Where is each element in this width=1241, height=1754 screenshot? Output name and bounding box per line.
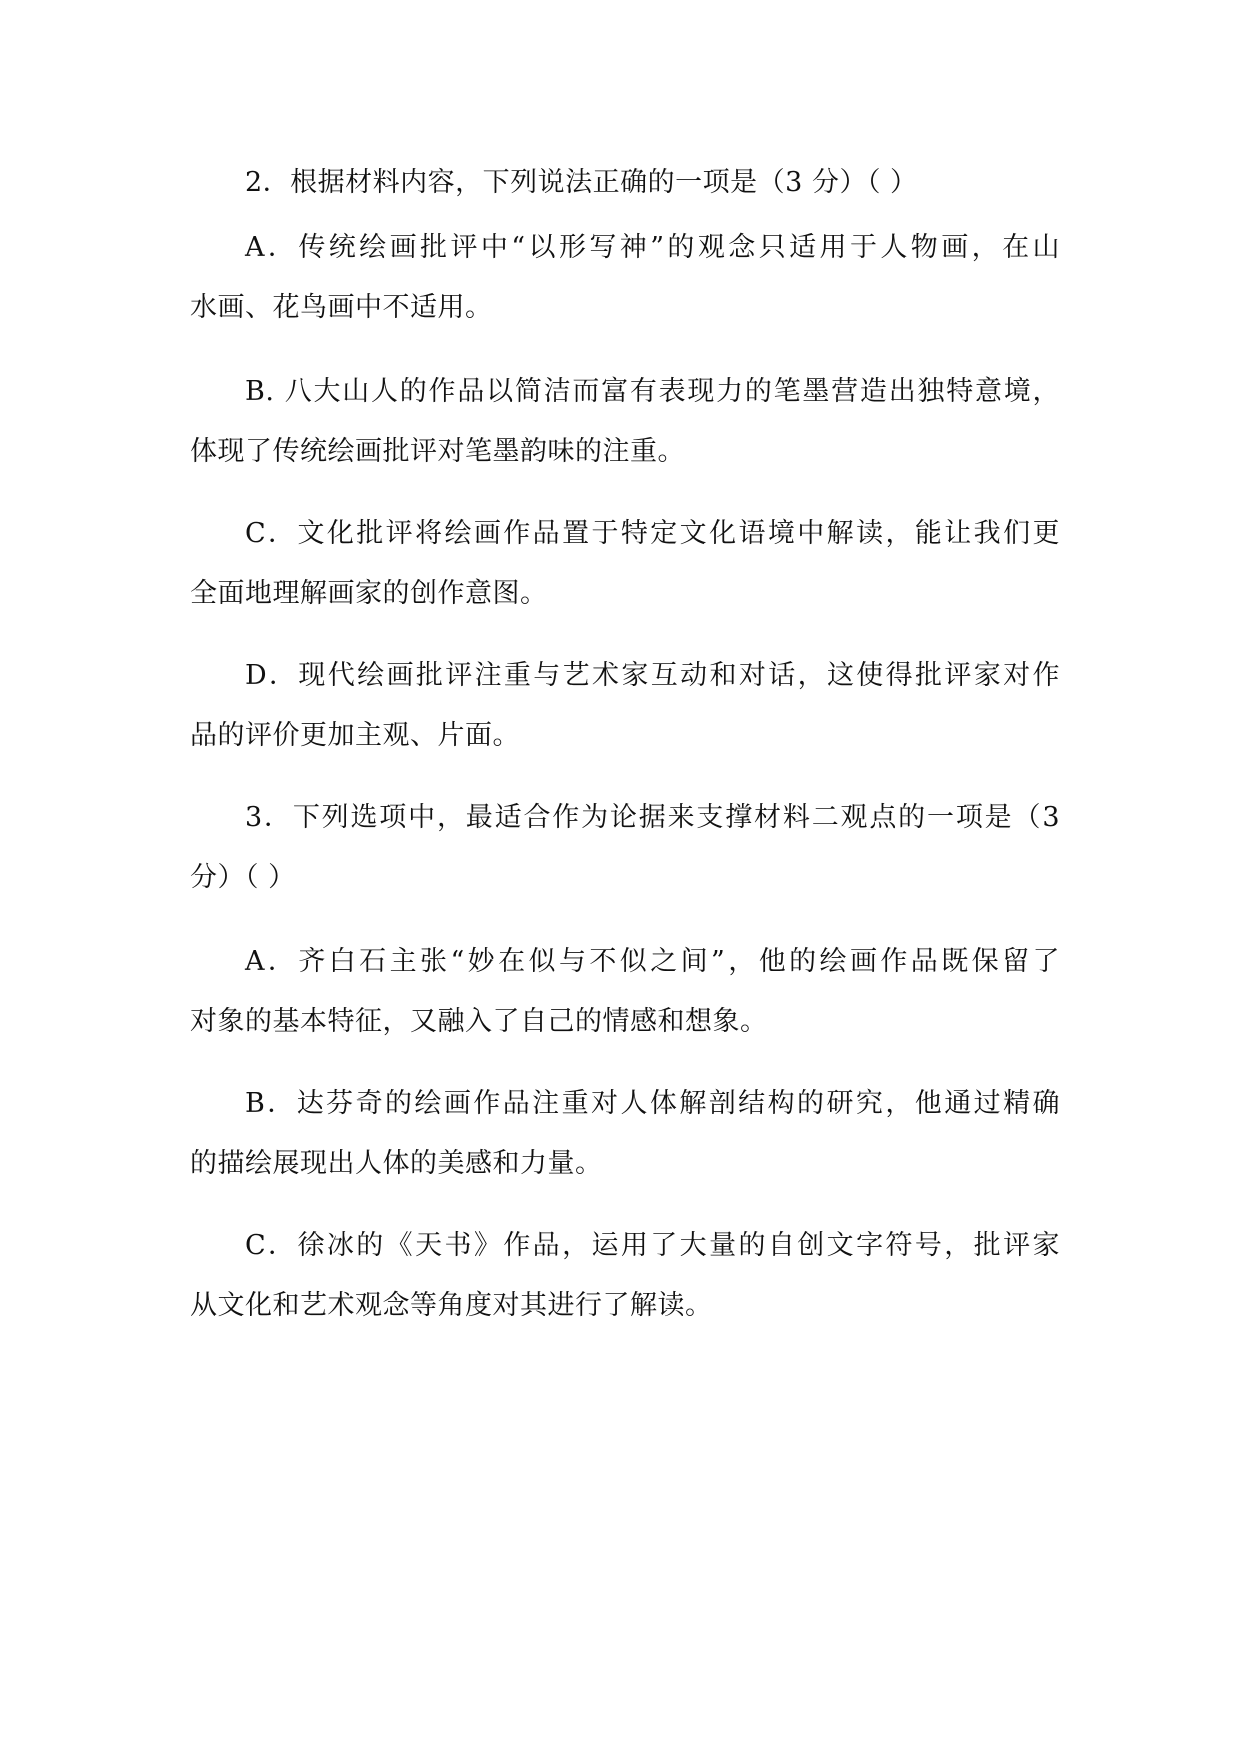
question-3-stem-line2: 分）（ ） <box>190 862 296 893</box>
question-2-option-d-line1: D．现代绘画批评注重与艺术家互动和对话，这使得批评家对作 <box>245 660 1060 691</box>
question-3-option-b-line2: 的描绘展现出人体的美感和力量。 <box>190 1148 603 1179</box>
question-3-option-b-line1: B．达芬奇的绘画作品注重对人体解剖结构的研究，他通过精确 <box>245 1088 1060 1119</box>
question-2-option-a-line1: A．传统绘画批评中“以形写神”的观念只适用于人物画，在山 <box>245 232 1060 263</box>
question-3-option-a-line1: A．齐白石主张“妙在似与不似之间”，他的绘画作品既保留了 <box>245 946 1060 977</box>
question-3-stem-line1: 3．下列选项中，最适合作为论据来支撑材料二观点的一项是（3 <box>245 802 1060 833</box>
question-2-option-b-line1: B. 八大山人的作品以简洁而富有表现力的笔墨营造出独特意境， <box>245 376 1060 407</box>
question-2-option-d-line2: 品的评价更加主观、片面。 <box>190 720 520 751</box>
question-3-option-c-line1: C．徐冰的《天书》作品，运用了大量的自创文字符号，批评家 <box>245 1230 1060 1261</box>
question-2-option-b-line2: 体现了传统绘画批评对笔墨韵味的注重。 <box>190 436 685 467</box>
question-3-option-a-line2: 对象的基本特征，又融入了自己的情感和想象。 <box>190 1006 768 1037</box>
question-2-option-c-line1: C．文化批评将绘画作品置于特定文化语境中解读，能让我们更 <box>245 518 1060 549</box>
question-2-option-a-line2: 水画、花鸟画中不适用。 <box>190 292 493 323</box>
question-3-option-c-line2: 从文化和艺术观念等角度对其进行了解读。 <box>190 1290 713 1321</box>
question-2-option-c-line2: 全面地理解画家的创作意图。 <box>190 578 548 609</box>
question-2-stem: 2．根据材料内容，下列说法正确的一项是（3 分）（ ） <box>245 167 918 198</box>
